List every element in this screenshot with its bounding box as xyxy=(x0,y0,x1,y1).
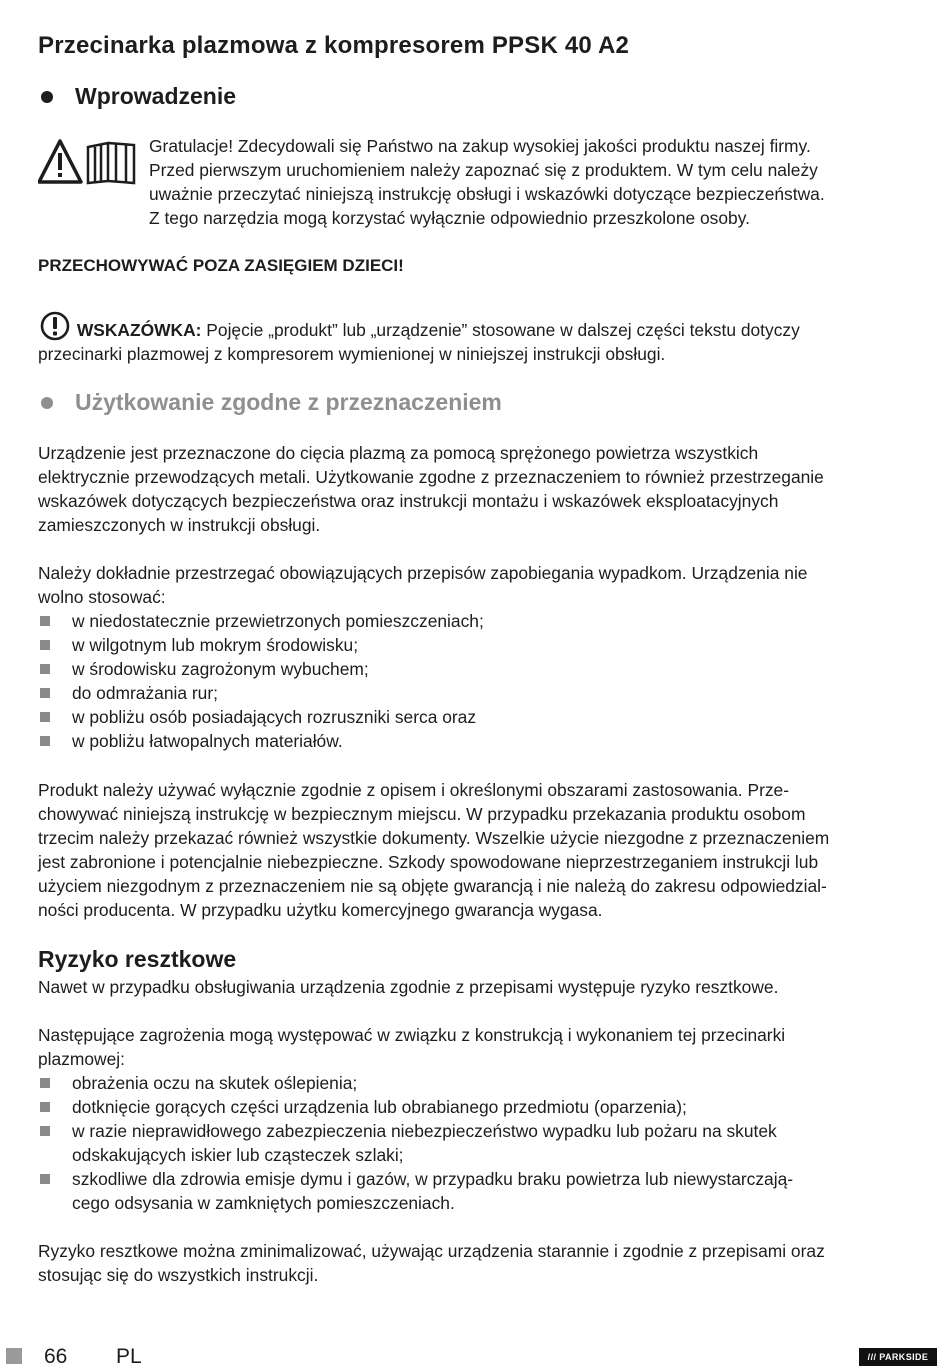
list-item: w wilgotnym lub mokrym środowisku; xyxy=(38,633,484,657)
list-item: do odmrażania rur; xyxy=(38,681,484,705)
heading-bullet xyxy=(41,91,53,103)
list-bullet xyxy=(40,712,50,722)
list-bullet xyxy=(40,1174,50,1184)
list-bullet xyxy=(40,616,50,626)
list-item: w pobliżu osób posiadających rozruszniki serca oraz xyxy=(38,705,484,729)
residual-risk-paragraph-2: Następujące zagrożenia mogą występować w związku z konstrukcją i wykonaniem tej przecinarki plazmowej: xyxy=(38,1025,786,1069)
manual-book-icon xyxy=(88,143,134,183)
exclamation-circle-icon xyxy=(38,311,72,341)
intended-use-paragraph-1: Urządzenie jest przeznaczone do cięcia plazmą za pomocą sprężonego powietrza wszystkich elektrycznie przewodzących metali. Użytkowanie zgodne z przeznaczeniem to również przestrzeganie wskazówek dotyczących bezpieczeństwa oraz instrukcji montażu i wskazówek eksploatacyjnych zamieszczonych w instrukcji obsługi. xyxy=(38,443,824,535)
notice-text-line2: przecinarki plazmowej z kompresorem wymienionej w niniejszej instrukcji obsługi. xyxy=(38,344,666,364)
list-bullet xyxy=(40,640,50,650)
list-item: w niedostatecznie przewietrzonych pomieszczeniach; xyxy=(38,609,484,633)
list-bullet xyxy=(40,1078,50,1088)
residual-risk-paragraph-1: Nawet w przypadku obsługiwania urządzenia zgodnie z przepisami występuje ryzyko resztkowe. xyxy=(38,977,779,997)
children-warning: PRZECHOWYWAĆ POZA ZASIĘGIEM DZIECI! xyxy=(38,256,404,275)
notice-text: Pojęcie „produkt” lub „urządzenie” stosowane w dalszej części tekstu dotyczy xyxy=(206,320,800,340)
list-bullet xyxy=(40,736,50,746)
footer-marker xyxy=(6,1348,22,1364)
list-item: w środowisku zagrożonym wybuchem; xyxy=(38,657,484,681)
introduction-text: Gratulacje! Zdecydowali się Państwo na zakup wysokiej jakości produktu naszej firmy. Przed pierwszym uruchomieniem należy zapoznać się z produktem. W tym celu należy uważnie przeczytać niniejszą instrukcję obsługi i wskazówki dotyczące bezpieczeństwa. Z tego narzędzia mogą korzystać wyłącznie odpowiednio przeszkolone osoby. xyxy=(149,136,825,228)
list-bullet xyxy=(40,1102,50,1112)
document-title: Przecinarka plazmowa z kompresorem PPSK 40 A2 xyxy=(38,32,630,59)
notice-label: WSKAZÓWKA: xyxy=(76,320,202,340)
list-bullet xyxy=(40,688,50,698)
list-bullet xyxy=(40,664,50,674)
list-item: dotknięcie gorących części urządzenia lub obrabianego przedmiotu (oparzenia); xyxy=(38,1095,793,1119)
brand-logo: /// PARKSIDE xyxy=(859,1348,937,1366)
language-code: PL xyxy=(116,1345,142,1368)
notice-block xyxy=(38,311,800,366)
list-bullet xyxy=(40,1126,50,1136)
list-item: obrażenia oczu na skutek oślepienia; xyxy=(38,1071,793,1095)
intended-use-paragraph-2: Należy dokładnie przestrzegać obowiązujących przepisów zapobiegania wypadkom. Urządzenia nie wolno stosować: xyxy=(38,563,808,607)
hazards-list xyxy=(38,1071,793,1215)
warning-triangle-icon xyxy=(38,139,138,185)
prohibited-use-list xyxy=(38,609,484,753)
intended-use-paragraph-3: Produkt należy używać wyłącznie zgodnie z opisem i określonymi obszarami zastosowania. Prze- chowywać niniejszą instrukcję w bezpiecznym miejscu. W przypadku przekazania produktu osobom trzecim należy przekazać również wszystkie dokumenty. Wszelkie użycie niezgodne z przeznaczeniem jest zabronione i potencjalnie niebezpieczne. Szkody spowodowane nieprzestrzeganiem instrukcji lub użyciem niezgodnym z przeznaczeniem nie są objęte gwarancją i nie należą do zakresu odpowiedzial- ności producenta. W przypadku użytku komercyjnego gwarancja wygasa. xyxy=(38,780,830,920)
list-item: w pobliżu łatwopalnych materiałów. xyxy=(38,729,484,753)
residual-risk-paragraph-3: Ryzyko resztkowe można zminimalizować, używając urządzenia starannie i zgodnie z przepisami oraz stosując się do wszystkich instrukcji. xyxy=(38,1241,825,1285)
list-item: szkodliwe dla zdrowia emisje dymu i gazów, w przypadku braku powietrza lub niewystarczają- cego odsysania w zamkniętych pomieszczeniach. xyxy=(38,1167,793,1215)
list-item: w razie nieprawidłowego zabezpieczenia niebezpieczeństwo wypadku lub pożaru na skutek odskakujących iskier lub cząsteczek szlaki; xyxy=(38,1119,793,1167)
residual-risk-heading: Ryzyko resztkowe xyxy=(38,946,237,972)
page-number: 66 xyxy=(44,1345,68,1368)
intended-use-heading: Użytkowanie zgodne z przeznaczeniem xyxy=(38,389,502,416)
introduction-heading: Wprowadzenie xyxy=(38,83,236,110)
heading-bullet xyxy=(41,397,53,409)
